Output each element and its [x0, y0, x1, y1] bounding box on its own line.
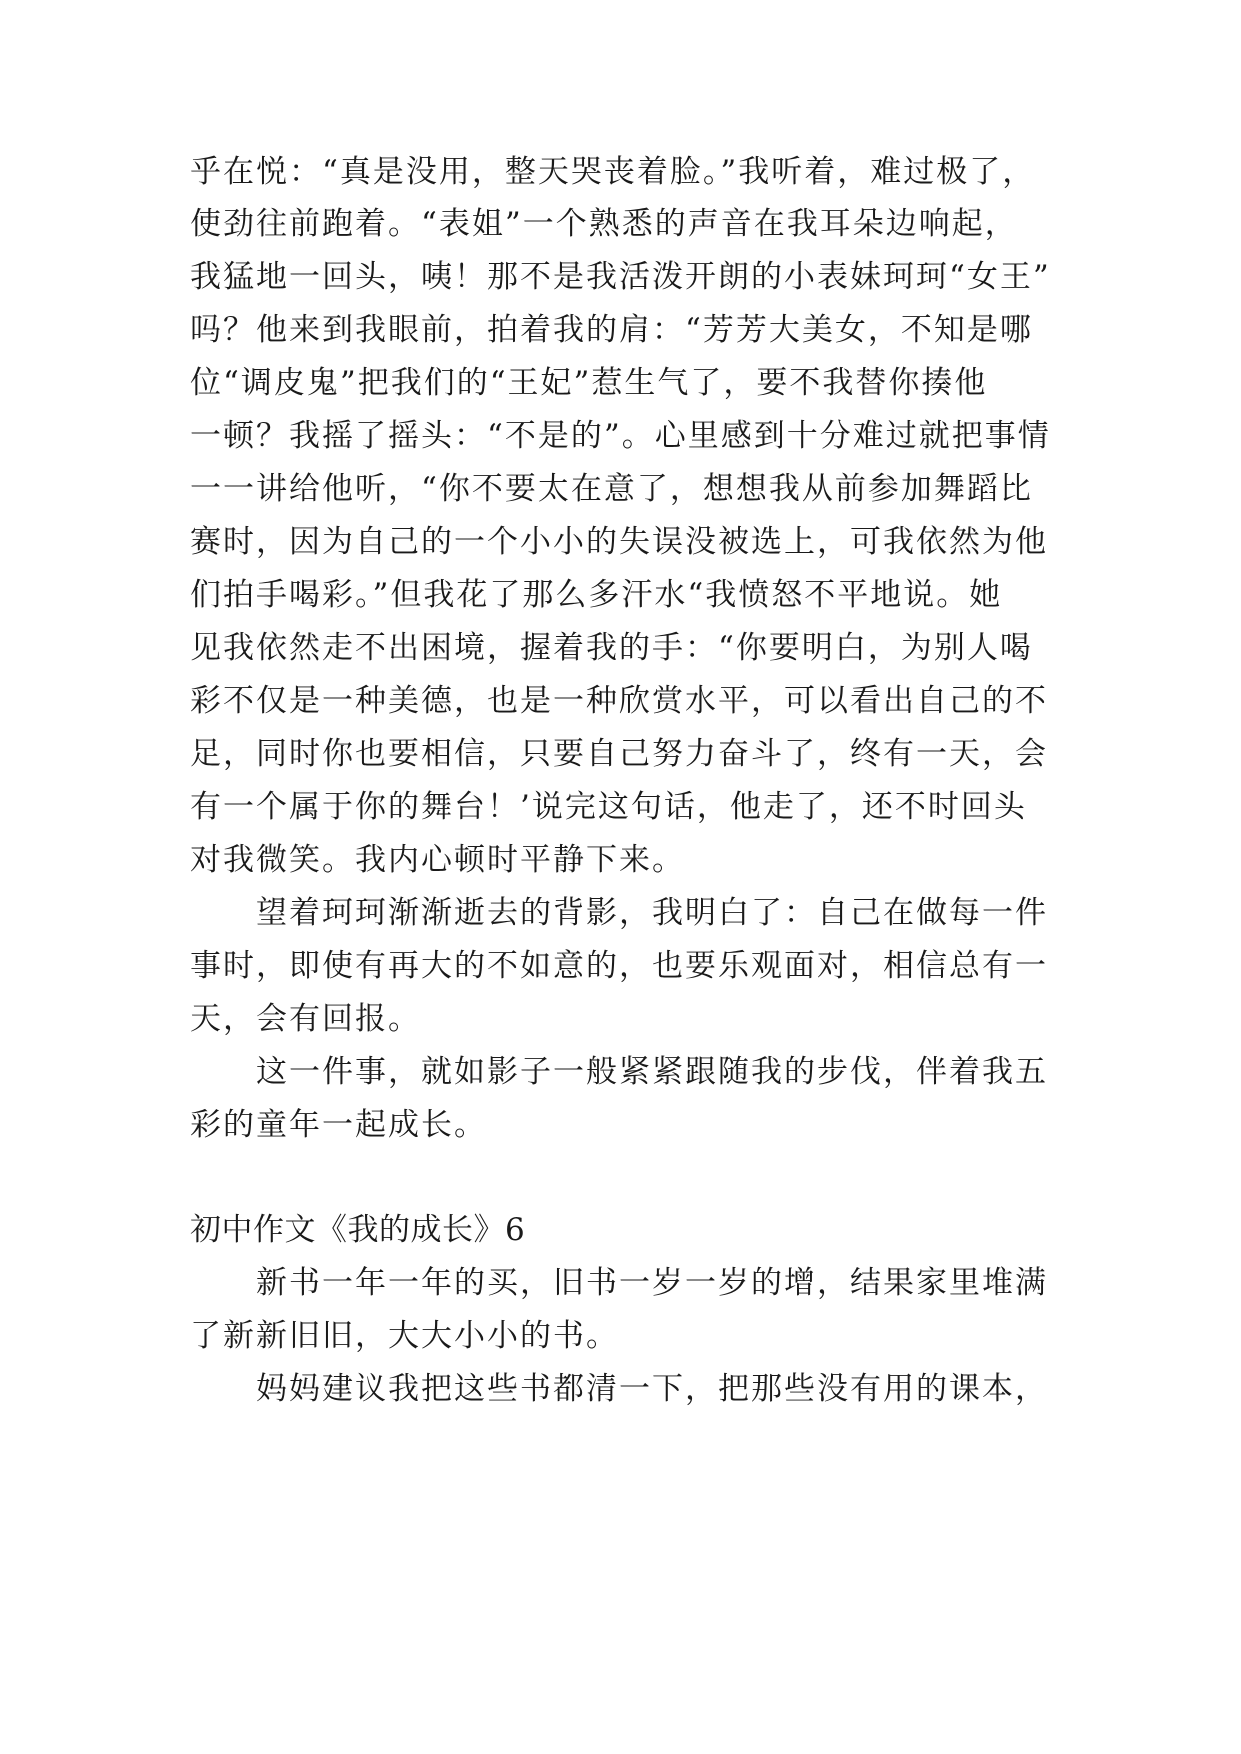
paragraph-1-line: 乎在悦：“真是没用，整天哭丧着脸。”我听着，难过极了，	[190, 154, 1036, 190]
paragraph-1-line: 足，同时你也要相信，只要自己努力奋斗了，终有一天，会	[190, 736, 1048, 772]
paragraph-1-line: 我猛地一回头，咦！那不是我活泼开朗的小表妹珂珂“女王”	[190, 259, 1051, 295]
paragraph-1-line: 使劲往前跑着。“表姐”一个熟悉的声音在我耳朵边响起，	[190, 206, 1018, 242]
paragraph-1-line: 见我依然走不出困境，握着我的手：“你要明白，为别人喝	[190, 630, 1033, 666]
paragraph-1-line: 们拍手喝彩。”但我花了那么多汗水“我愤怒不平地说。她	[190, 577, 1003, 613]
paragraph-1-line: 有一个属于你的舞台！’说完这句话，他走了，还不时回头	[190, 789, 1027, 825]
paragraph-1-line: 一一讲给他听，“你不要太在意了，想想我从前参加舞蹈比	[190, 471, 1033, 507]
section-heading: 初中作文《我的成长》6	[190, 1212, 526, 1248]
paragraph-1-line: 吗？他来到我眼前，拍着我的肩：“芳芳大美女，不知是哪	[190, 312, 1033, 348]
paragraph-1-line: 彩不仅是一种美德，也是一种欣赏水平，可以看出自己的不	[190, 683, 1048, 719]
paragraph-4-line: 了新新旧旧，大大小小的书。	[190, 1318, 619, 1354]
paragraph-2-line: 天，会有回报。	[190, 1001, 421, 1037]
paragraph-3-line: 彩的童年一起成长。	[190, 1107, 487, 1143]
paragraph-1-line: 赛时，因为自己的一个小小的失误没被选上，可我依然为他	[190, 524, 1048, 560]
paragraph-2-line: 望着珂珂渐渐逝去的背影，我明白了：自己在做每一件	[256, 895, 1048, 931]
paragraph-3-line: 这一件事，就如影子一般紧紧跟随我的步伐，伴着我五	[256, 1054, 1048, 1090]
paragraph-2-line: 事时，即使有再大的不如意的，也要乐观面对，相信总有一	[190, 948, 1048, 984]
paragraph-5-line: 妈妈建议我把这些书都清一下，把那些没有用的课本，	[256, 1371, 1048, 1407]
paragraph-1-line: 对我微笑。我内心顿时平静下来。	[190, 842, 685, 878]
paragraph-4-line: 新书一年一年的买，旧书一岁一岁的增，结果家里堆满	[256, 1265, 1048, 1301]
paragraph-1-line: 位“调皮鬼”把我们的“王妃”惹生气了，要不我替你揍他	[190, 365, 988, 401]
paragraph-1-line: 一顿？我摇了摇头：“不是的”。心里感到十分难过就把事情	[190, 418, 1051, 454]
